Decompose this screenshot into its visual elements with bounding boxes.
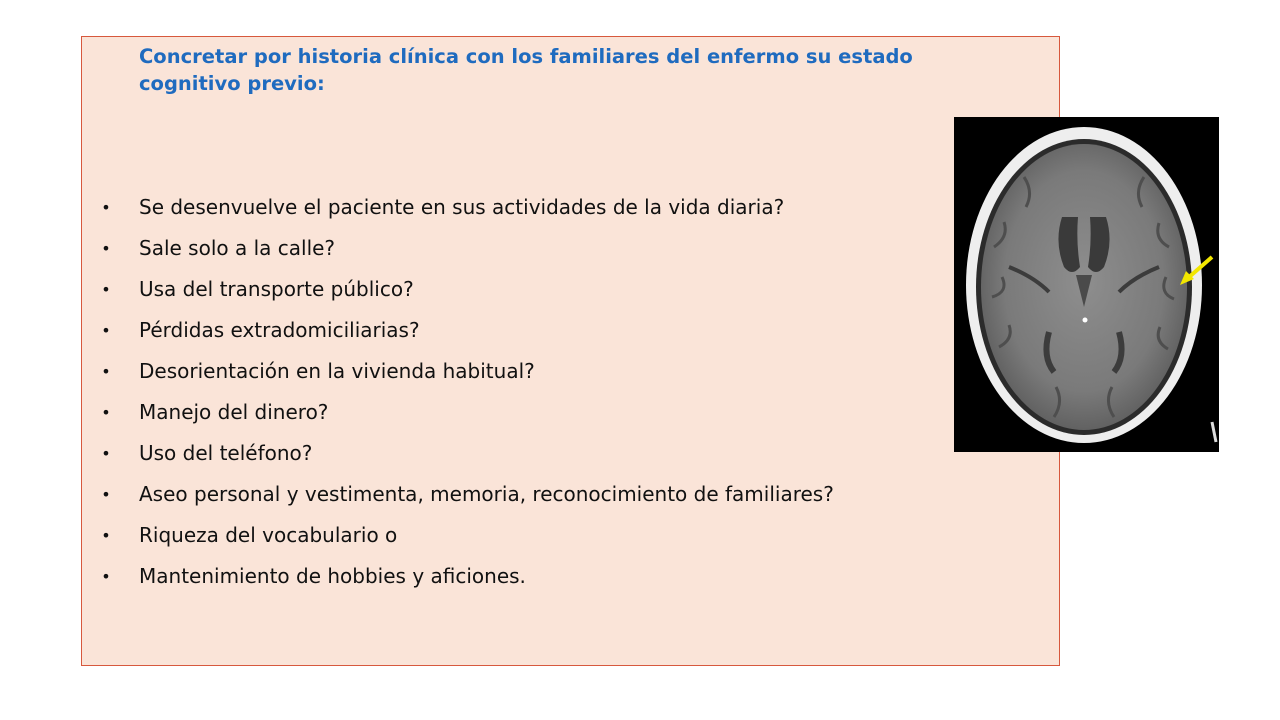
- bullet-text: Usa del transporte público?: [139, 277, 414, 301]
- bullet-item: [82, 269, 834, 310]
- bullet-dot-icon: •: [101, 444, 111, 463]
- bullet-item: [82, 556, 834, 597]
- bullet-text: Aseo personal y vestimenta, memoria, reconocimiento de familiares?: [139, 482, 834, 506]
- bullet-dot-icon: •: [101, 362, 111, 381]
- content-box: [81, 36, 1060, 666]
- slide-heading: Concretar por historia clínica con los familiares del enfermo su estado cognitivo previo:: [139, 45, 913, 95]
- bullet-item: [82, 310, 834, 351]
- bullet-dot-icon: •: [101, 485, 111, 504]
- bullet-item: [82, 228, 834, 269]
- bullet-text: Pérdidas extradomiciliarias?: [139, 318, 420, 342]
- bullet-item: [82, 433, 834, 474]
- bullet-text: Desorientación en la vivienda habitual?: [139, 359, 535, 383]
- bullet-dot-icon: •: [101, 321, 111, 340]
- bullet-text: Uso del teléfono?: [139, 441, 313, 465]
- bullet-list: [82, 187, 834, 597]
- bullet-text: Sale solo a la calle?: [139, 236, 336, 260]
- bullet-dot-icon: •: [101, 403, 111, 422]
- brain-ct-image: [954, 117, 1219, 452]
- bullet-item: [82, 351, 834, 392]
- bullet-item: [82, 474, 834, 515]
- bullet-text: Riqueza del vocabulario o: [139, 523, 398, 547]
- bullet-item: [82, 392, 834, 433]
- brain-ct-scan: [954, 117, 1219, 452]
- bullet-text: Manejo del dinero?: [139, 400, 329, 424]
- bullet-text: Se desenvuelve el paciente en sus actividades de la vida diaria?: [139, 195, 785, 219]
- bullet-dot-icon: •: [101, 198, 111, 217]
- bullet-dot-icon: •: [101, 526, 111, 545]
- bullet-dot-icon: •: [101, 567, 111, 586]
- bullet-item: [82, 187, 834, 228]
- bullet-dot-icon: •: [101, 280, 111, 299]
- bullet-text: Mantenimiento de hobbies y aficiones.: [139, 564, 526, 588]
- bullet-dot-icon: •: [101, 239, 111, 258]
- bullet-item: [82, 515, 834, 556]
